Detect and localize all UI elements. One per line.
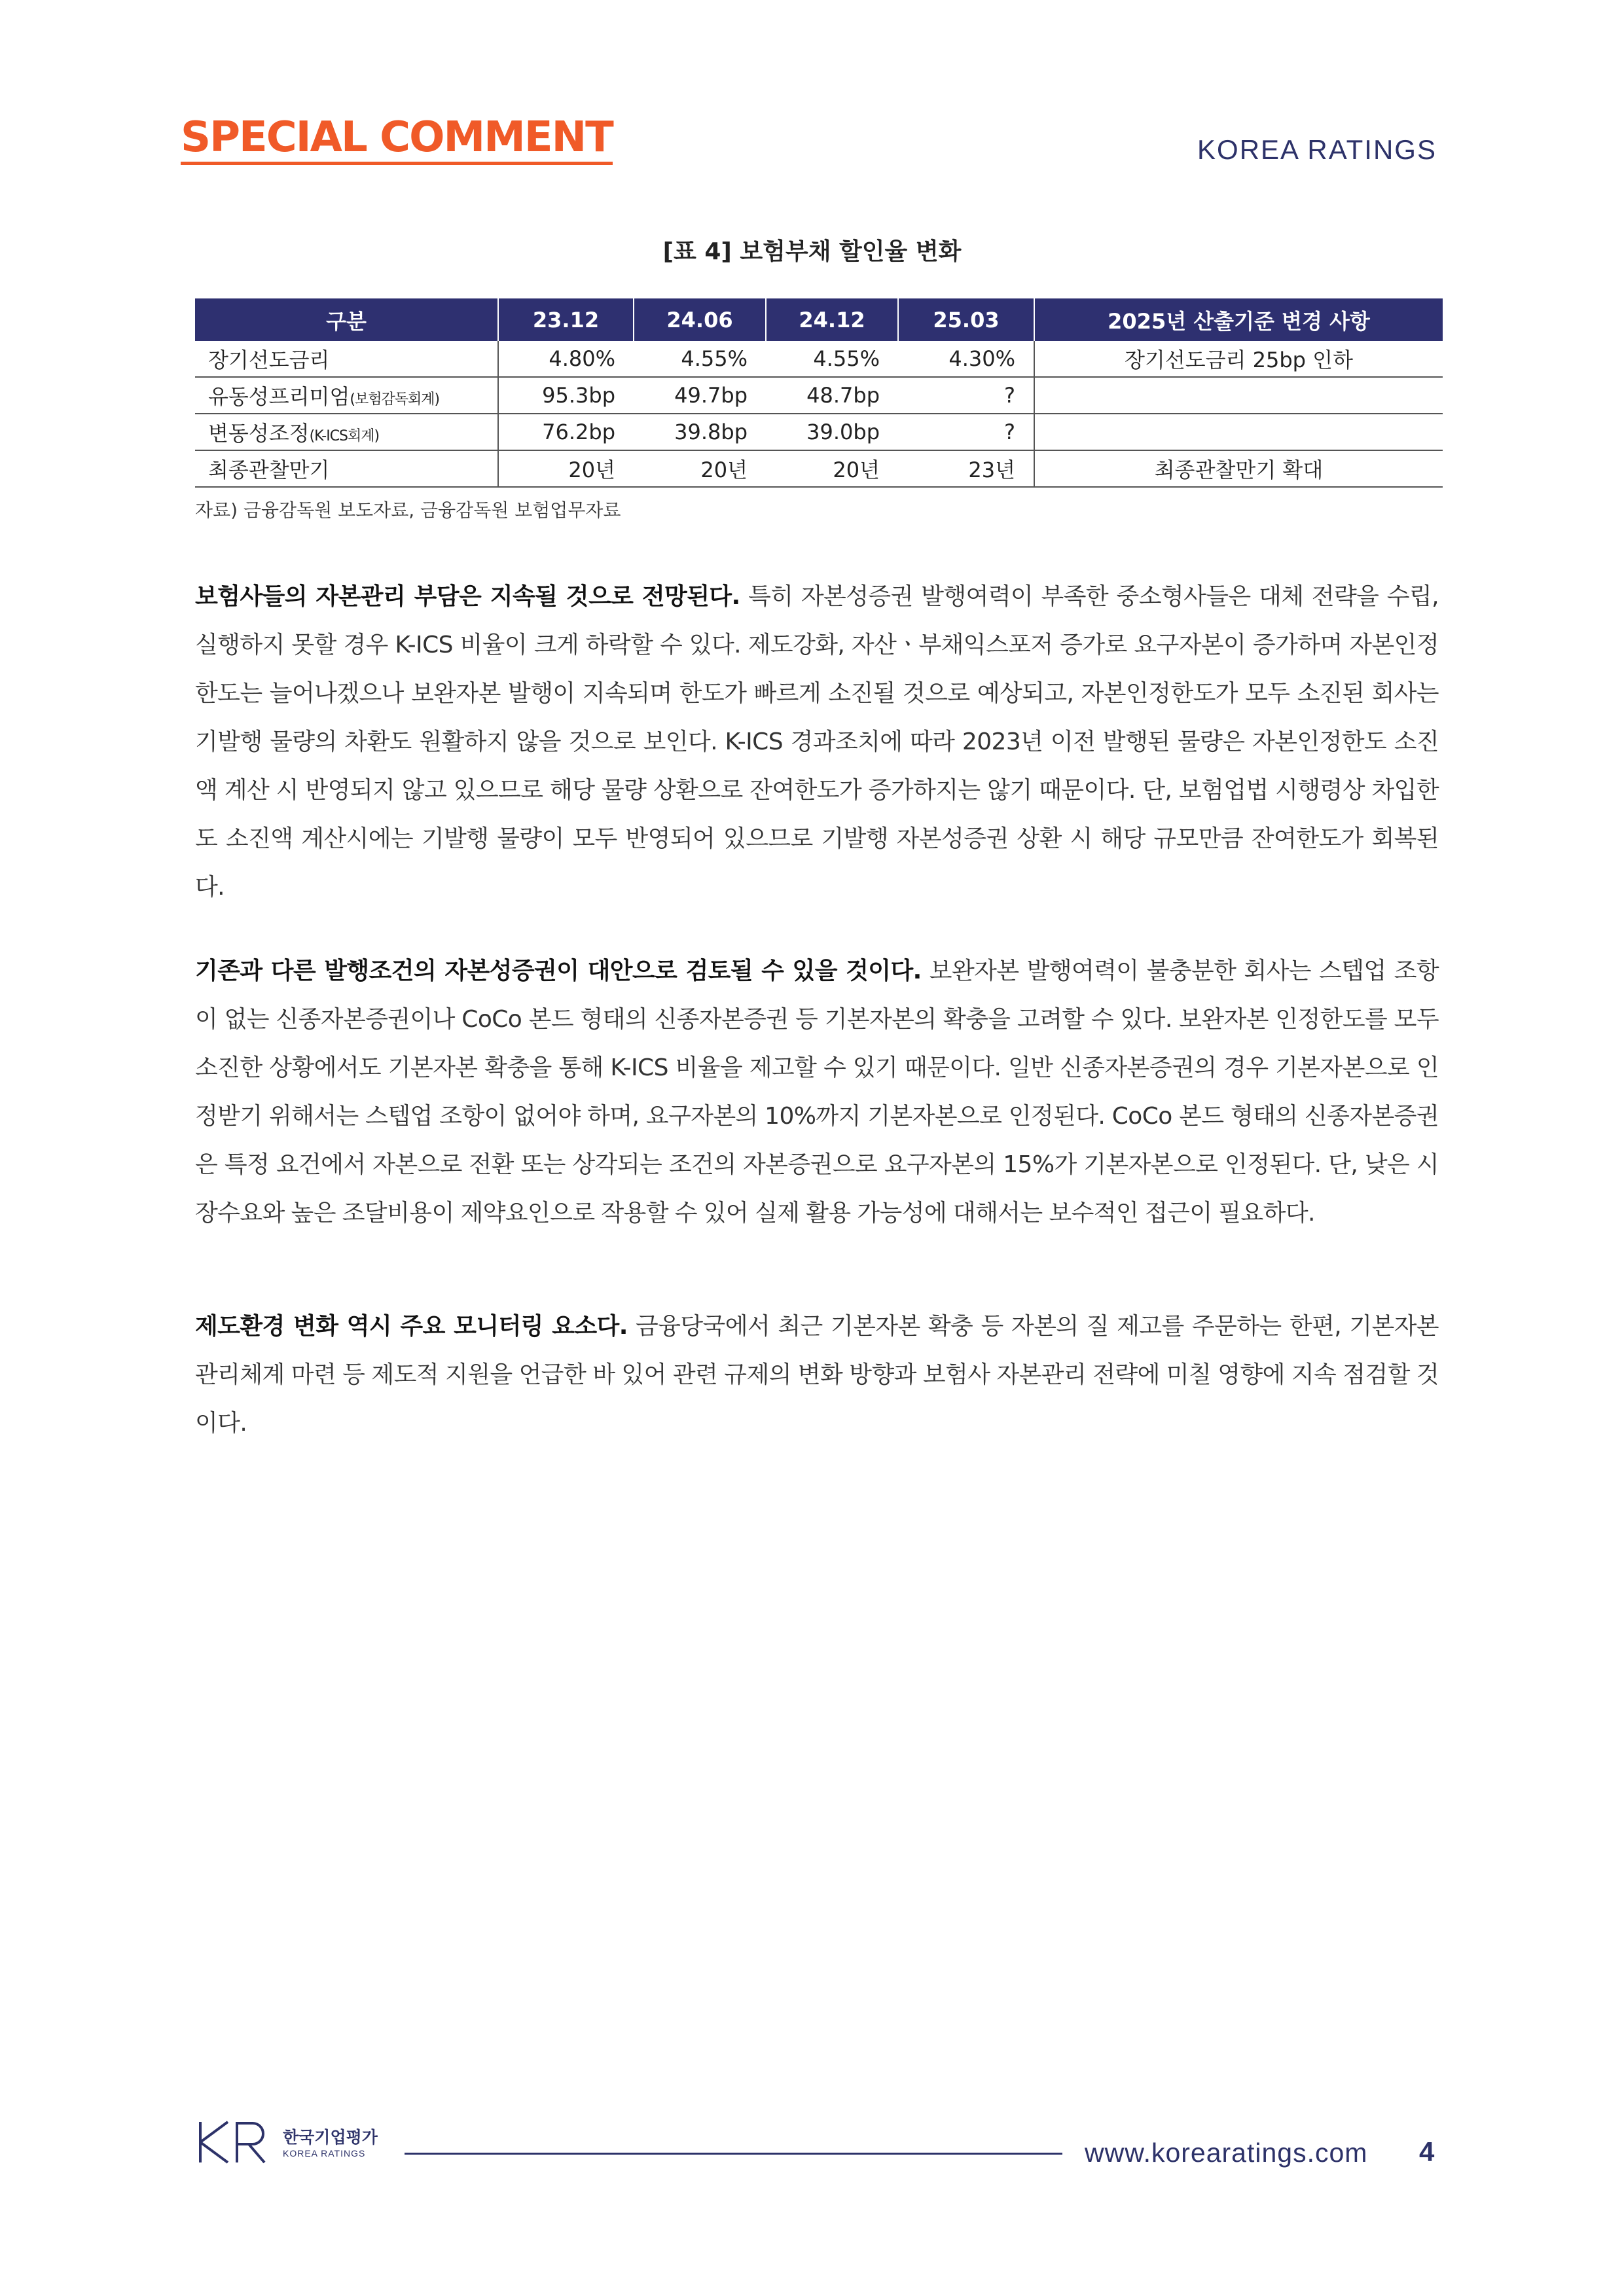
header-col-2503: 25.03 — [898, 298, 1034, 341]
header-category: 구분 — [195, 298, 498, 341]
table-cell: 4.55% — [766, 341, 898, 377]
table-cell: 4.55% — [634, 341, 766, 377]
table-cell: ? — [898, 414, 1034, 450]
paragraph-capital-burden — [195, 573, 1439, 912]
change-note-cell: 장기선도금리 25bp 인하 — [1034, 341, 1443, 377]
brand-name: KOREA RATINGS — [1197, 134, 1437, 165]
table-cell: ? — [898, 377, 1034, 414]
table-row — [195, 377, 1443, 414]
change-note-cell — [1034, 414, 1443, 450]
table-cell: 20년 — [634, 450, 766, 487]
kr-logo-icon — [196, 2119, 275, 2165]
table-source: 자료) 금융감독원 보도자료, 금융감독원 보험업무자료 — [195, 499, 621, 521]
paragraph-lead: 제도환경 변화 역시 주요 모니터링 요소다. — [195, 1313, 628, 1340]
header-col-2312: 23.12 — [498, 298, 634, 341]
header-col-2412: 24.12 — [766, 298, 898, 341]
paragraph-body: 보완자본 발행여력이 불충분한 회사는 스텝업 조항이 없는 신종자본증권이나 CoCo 본드 형태의 신종자본증권 등 기본자본의 확충을 고려할 수 있다. 보완자본 인정한도를 모두 소진한 상황에서도 기본자본 확충을 통해 K-ICS 비율을 제고할 수 있기 때문이다. 일반 신종자본증권의 경우 기본자본으로 인정받기 위해서는 스텝업 조항이 없어야 하며, 요구자본의 10%까지 기본자본으로 인정된다. CoCo 본드 형태의 신종자본증권은 특정 요건에서 자본으로 전환 또는 상각되는 조건의 자본증권으로 요구자본의 15%가 기본자본으로 인정된다. 단, 낮은 시장수요와 높은 조달비용이 제약요인으로 작용할 수 있어 실제 활용 가능성에 대해서는 보수적인 접근이 필요하다. — [195, 958, 1439, 1227]
table-header-row — [195, 298, 1443, 341]
header-change-note: 2025년 산출기준 변경 사항 — [1034, 298, 1443, 341]
company-logo — [196, 2119, 406, 2165]
table-cell: 4.80% — [498, 341, 634, 377]
table-cell: 20년 — [498, 450, 634, 487]
paragraph-regulatory-change — [195, 1302, 1439, 1448]
change-note-cell: 최종관찰만기 확대 — [1034, 450, 1443, 487]
paragraph-alternative-securities — [195, 947, 1439, 1238]
table-cell: 4.30% — [898, 341, 1034, 377]
footer-divider — [405, 2153, 1062, 2155]
table-cell: 39.0bp — [766, 414, 898, 450]
discount-rate-table — [195, 298, 1443, 488]
table-cell: 39.8bp — [634, 414, 766, 450]
row-label: 유동성프리미엄(보험감독회계) — [195, 377, 498, 414]
table-caption: [표 4] 보험부채 할인율 변화 — [662, 238, 962, 265]
logo-korean-name: 한국기업평가 — [283, 2128, 378, 2147]
report-type-title: SPECIAL COMMENT — [181, 113, 613, 162]
website-link[interactable]: www.korearatings.com — [1085, 2138, 1368, 2168]
table-row — [195, 414, 1443, 450]
paragraph-lead: 기존과 다른 발행조건의 자본성증권이 대안으로 검토될 수 있을 것이다. — [195, 958, 922, 984]
table-cell: 49.7bp — [634, 377, 766, 414]
logo-english-name: KOREA RATINGS — [283, 2148, 366, 2159]
paragraph-body: 금융당국에서 최근 기본자본 확충 등 자본의 질 제고를 주문하는 한편, 기본자본 관리체계 마련 등 제도적 지원을 언급한 바 있어 관련 규제의 변화 방향과 보험사 자본관리 전략에 미칠 영향에 지속 점검할 것이다. — [195, 1313, 1439, 1437]
row-label: 최종관찰만기 — [195, 450, 498, 487]
table-cell: 76.2bp — [498, 414, 634, 450]
table-cell: 48.7bp — [766, 377, 898, 414]
change-note-cell — [1034, 377, 1443, 414]
table-cell: 95.3bp — [498, 377, 634, 414]
paragraph-body: 특히 자본성증권 발행여력이 부족한 중소형사들은 대체 전략을 수립, 실행하지 못할 경우 K-ICS 비율이 크게 하락할 수 있다. 제도강화, 자산ㆍ부채익스포저 증가로 요구자본이 증가하며 자본인정한도는 늘어나겠으나 보완자본 발행이 지속되며 한도가 빠르게 소진될 것으로 예상되고, 자본인정한도가 모두 소진된 회사는 기발행 물량의 차환도 원활하지 않을 것으로 보인다. K-ICS 경과조치에 따라 2023년 이전 발행된 물량은 자본인정한도 소진액 계산 시 반영되지 않고 있으므로 해당 물량 상환으로 잔여한도가 증가하지는 않기 때문이다. 단, 보험업법 시행령상 차입한도 소진액 계산시에는 기발행 물량이 모두 반영되어 있으므로 기발행 자본성증권 상환 시 해당 규모만큼 잔여한도가 회복된다. — [195, 583, 1439, 901]
table-row — [195, 341, 1443, 377]
row-label: 장기선도금리 — [195, 341, 498, 377]
paragraph-lead: 보험사들의 자본관리 부담은 지속될 것으로 전망된다. — [195, 583, 740, 610]
table-cell: 20년 — [766, 450, 898, 487]
table-row — [195, 450, 1443, 487]
table-cell: 23년 — [898, 450, 1034, 487]
header-col-2406: 24.06 — [634, 298, 766, 341]
row-label: 변동성조정(K-ICS회계) — [195, 414, 498, 450]
page-number: 4 — [1419, 2136, 1435, 2167]
